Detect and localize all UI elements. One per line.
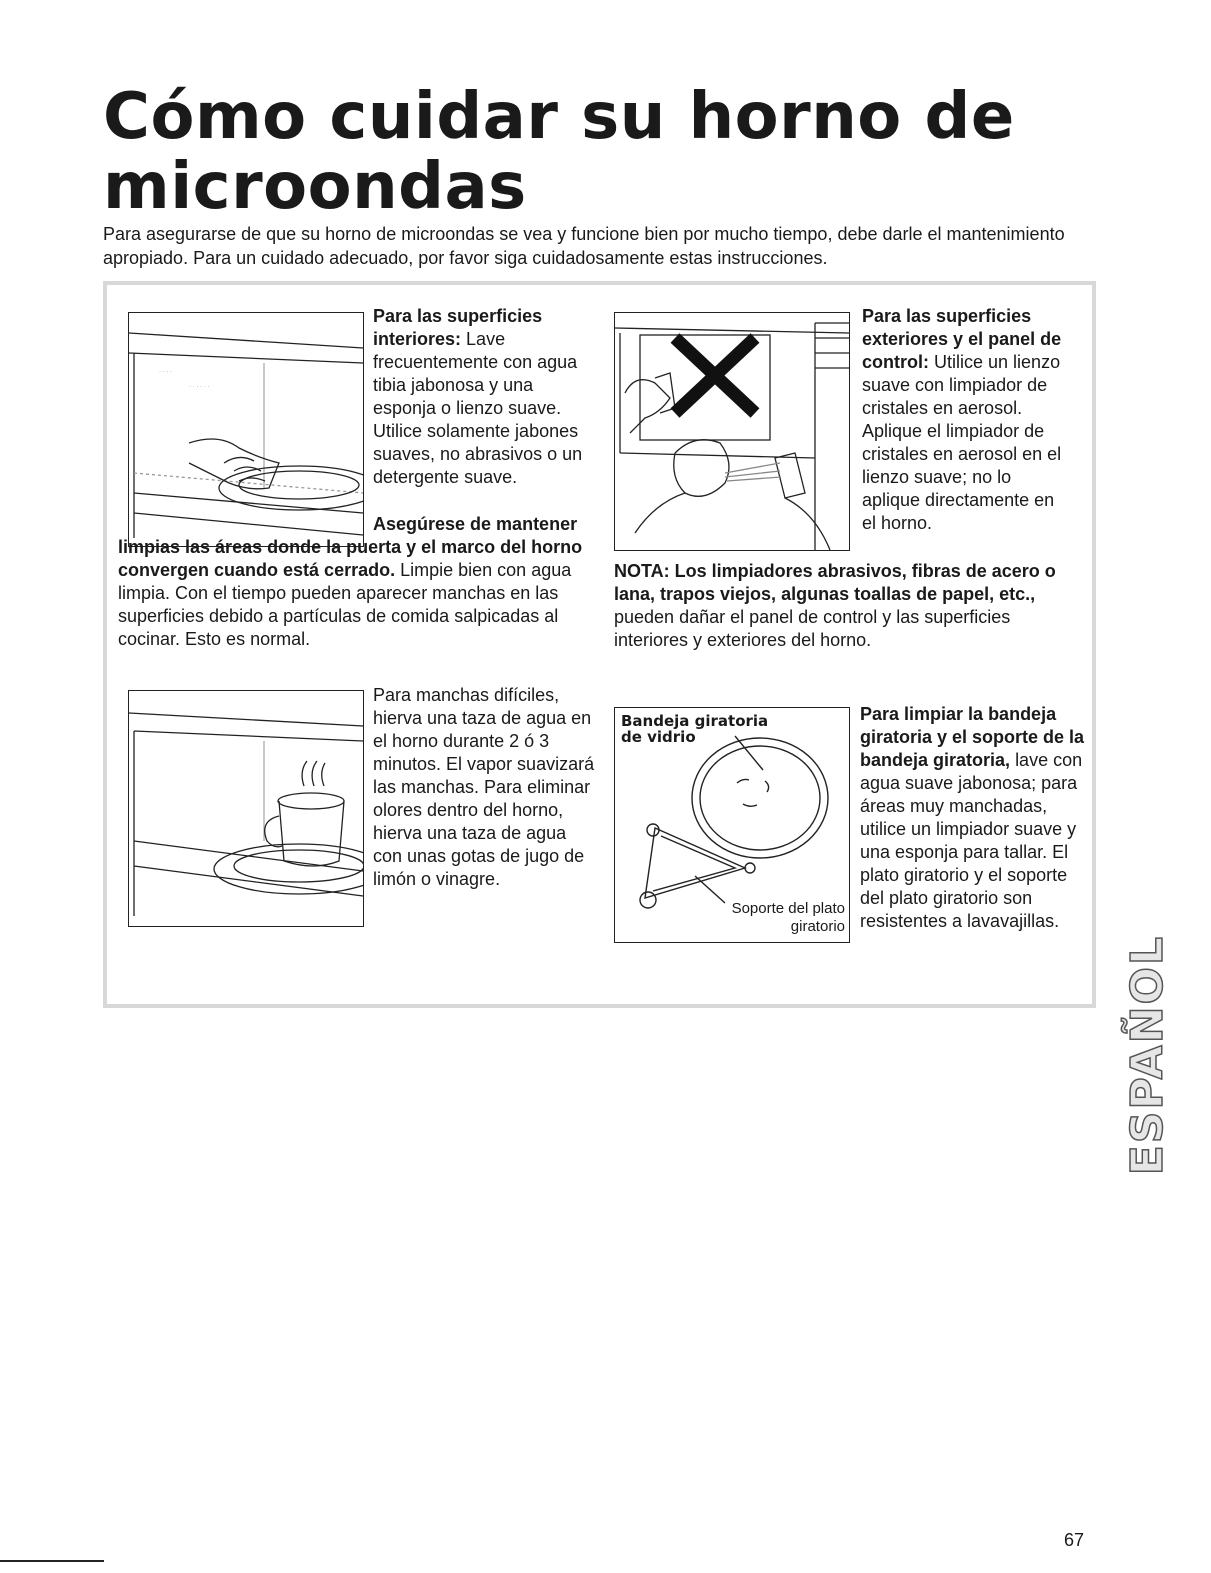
svg-text:· · · ·: · · · ·	[159, 369, 172, 375]
abrasive-cleaner-note	[614, 560, 1084, 652]
svg-text:· · · · · ·: · · · · · ·	[189, 384, 210, 390]
interior-bold-warning: Asegúrese de mantener limpias las áreas donde la puerta y el marco del horno convergen cuando está cerrado.	[118, 514, 583, 580]
note-bold: NOTA: Los limpiadores abrasivos, fibras de acero o lana, trapos viejos, algunas toallas de papel, etc.,	[614, 561, 1056, 604]
interior-continuation	[118, 513, 598, 651]
page-title: Cómo cuidar su horno de microondas	[103, 80, 1015, 224]
exterior-cleaning-illustration	[614, 312, 850, 551]
intro-paragraph: Para asegurarse de que su horno de microondas se vea y funcione bien por mucho tiempo, debe darle el mantenimiento apropiado. Para un cuidado adecuado, por favor siga cuidadosamente estas instrucciones.	[103, 224, 1065, 268]
stains-text-block	[373, 684, 598, 891]
interior-text-block	[373, 305, 593, 489]
page-number: 67	[1063, 1530, 1084, 1550]
turntable-text-block	[860, 703, 1090, 933]
cup-in-oven-illustration	[128, 690, 364, 927]
note-text: pueden dañar el panel de control y las superficies interiores y exteriores del horno.	[614, 607, 1011, 650]
stains-text: Para manchas difíciles, hierva una taza de agua en el horno durante 2 ó 3 minutos. El vapor suavizará las manchas. Para eliminar olores dentro del horno, hierva una taza de agua con unas gotas de jugo de limón o vinagre.	[373, 685, 595, 889]
language-side-tab: ESPAÑOL	[1122, 935, 1173, 1176]
exterior-text-block	[862, 305, 1072, 535]
turntable-tray-label: Bandeja giratoria de vidrio	[621, 712, 769, 746]
turntable-text: lave con agua suave jabonosa; para áreas muy manchadas, utilice un limpiador suave y una esponja para tallar. El plato giratorio y el soporte del plato giratorio son resistentes a lavavajillas.	[860, 750, 1083, 931]
exterior-text: Utilice un lienzo suave con limpiador de cristales en aerosol. Aplique el limpiador de cristales en aerosol en el lienzo suave; no lo aplique directamente en el horno.	[862, 352, 1062, 533]
exterior-heading: Para las superficies exteriores y el panel de control:	[862, 306, 1062, 372]
turntable-heading: Para limpiar la bandeja giratoria y el soporte de la bandeja giratoria,	[860, 704, 1085, 770]
interior-heading: Para las superficies interiores:	[373, 306, 543, 349]
turntable-illustration	[614, 707, 850, 943]
interior-text: Lave frecuentemente con agua tibia jabonosa y una esponja o lienzo suave. Utilice solamente jabones suaves, no abrasivos o un detergente suave.	[373, 329, 583, 487]
interior-text-2: Limpie bien con agua limpia. Con el tiempo pueden aparecer manchas en las superficies debido a partículas de comida salpicadas al cocinar. Esto es normal.	[118, 560, 572, 649]
interior-cleaning-illustration	[128, 312, 364, 547]
footer-rule	[0, 1560, 104, 1562]
turntable-support-label: Soporte del plato giratorio	[731, 900, 845, 935]
